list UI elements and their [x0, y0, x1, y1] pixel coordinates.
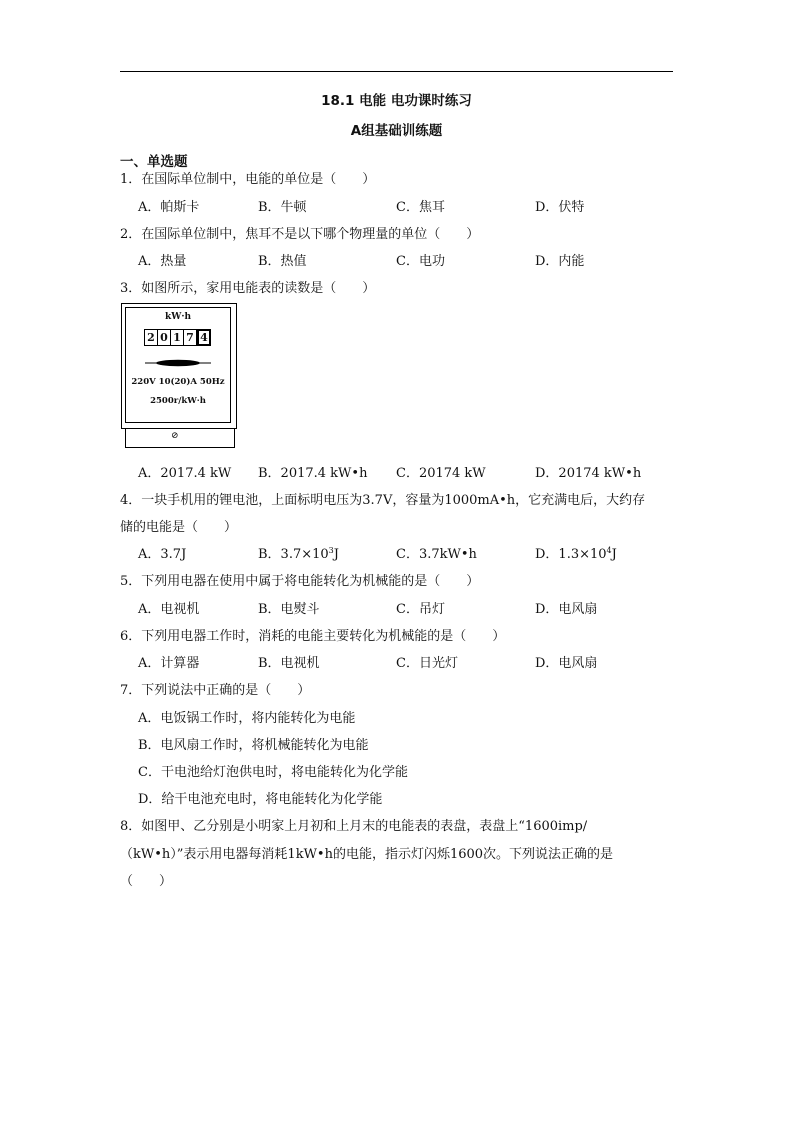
q6-option-c: C．日光灯: [396, 656, 458, 671]
meter-digit: 2: [144, 329, 158, 346]
q5-option-b: B．电熨斗: [258, 602, 320, 617]
q3-option-d: D．20174 kW•h: [535, 466, 642, 481]
question-6-stem: 6．下列用电器工作时，消耗的电能主要转化为机械能的是（ ）: [120, 629, 506, 644]
q4-option-d: D．$1.3\times 10^4J$: [535, 546, 617, 562]
q3-option-c: C．20174 kW: [396, 466, 486, 481]
q2-option-a: A．热量: [138, 254, 187, 269]
question-4-stem-line2: 储的电能是（ ）: [120, 520, 238, 535]
question-1-stem: 1．在国际单位制中，电能的单位是（ ）: [120, 172, 376, 187]
page-title: 18.1 电能 电功课时练习: [321, 93, 472, 109]
q3-option-a: A．2017.4 kW: [138, 466, 232, 481]
q2-option-c: C．电功: [396, 254, 445, 269]
q3-option-b: B．2017.4 kW•h: [258, 466, 368, 481]
meter-digit-decimal: 4: [197, 329, 211, 346]
electric-meter-figure: [121, 303, 237, 449]
question-3-stem: 3．如图所示，家用电能表的读数是（ ）: [120, 281, 376, 296]
question-5-stem: 5．下列用电器在使用中属于将电能转化为机械能的是（ ）: [120, 574, 480, 589]
question-8-stem-line1: 8．如图甲、乙分别是小明家上月初和上月末的电能表的表盘，表盘上“1600imp/: [120, 819, 588, 834]
q4-option-c: C．3.7kW•h: [396, 547, 477, 562]
q2-option-d: D．内能: [535, 254, 585, 269]
q7-option-a: A．电饭锅工作时，将内能转化为电能: [138, 711, 356, 726]
q2-option-b: B．热值: [258, 254, 307, 269]
q1-option-d: D．伏特: [535, 200, 585, 215]
meter-digit: 1: [170, 329, 184, 346]
q5-option-c: C．吊灯: [396, 602, 445, 617]
q6-option-d: D．电风扇: [535, 656, 598, 671]
q5-option-d: D．电风扇: [535, 602, 598, 617]
section-heading: 一、单选题: [120, 154, 188, 170]
q6-option-b: B．电视机: [258, 656, 320, 671]
q7-option-d: D．给干电池充电时，将电能转化为化学能: [138, 792, 383, 807]
q7-option-c: C．干电池给灯泡供电时，将电能转化为化学能: [138, 765, 408, 780]
meter-digit: 0: [157, 329, 171, 346]
question-8-stem-line2: （kW•h）”表示用电器每消耗1kW•h的电能，指示灯闪烁1600次。下列说法正确的是: [120, 847, 614, 862]
meter-digit: 7: [183, 329, 197, 346]
q7-option-b: B．电风扇工作时，将机械能转化为电能: [138, 738, 369, 753]
q5-option-a: A．电视机: [138, 602, 200, 617]
q1-option-a: A．帕斯卡: [138, 200, 200, 215]
q4-option-b: B．$3.7\times 10^3J$: [258, 546, 339, 562]
page-subtitle: A组基础训练题: [350, 123, 443, 139]
meter-rev-label: 2500r/kW·h: [150, 396, 206, 406]
q6-option-a: A．计算器: [138, 656, 200, 671]
meter-disc-icon: [143, 357, 213, 369]
question-8-stem-line3: （ ）: [120, 874, 173, 889]
meter-screw-icon: ⊘: [171, 431, 179, 441]
question-7-stem: 7．下列说法中正确的是（ ）: [120, 683, 311, 698]
meter-unit-label: kW·h: [164, 312, 192, 322]
question-2-stem: 2．在国际单位制中，焦耳不是以下哪个物理量的单位（ ）: [120, 227, 480, 242]
question-4-stem-line1: 4．一块手机用的锂电池，上面标明电压为3.7V，容量为1000mA•h，它充满电后，大约存: [120, 493, 646, 508]
q1-option-b: B．牛顿: [258, 200, 307, 215]
meter-digits: [144, 329, 210, 346]
header-rule: [120, 71, 673, 72]
q1-option-c: C．焦耳: [396, 200, 445, 215]
meter-spec-label: 220V 10(20)A 50Hz: [131, 377, 225, 387]
q4-option-a: A．3.7J: [138, 547, 187, 562]
